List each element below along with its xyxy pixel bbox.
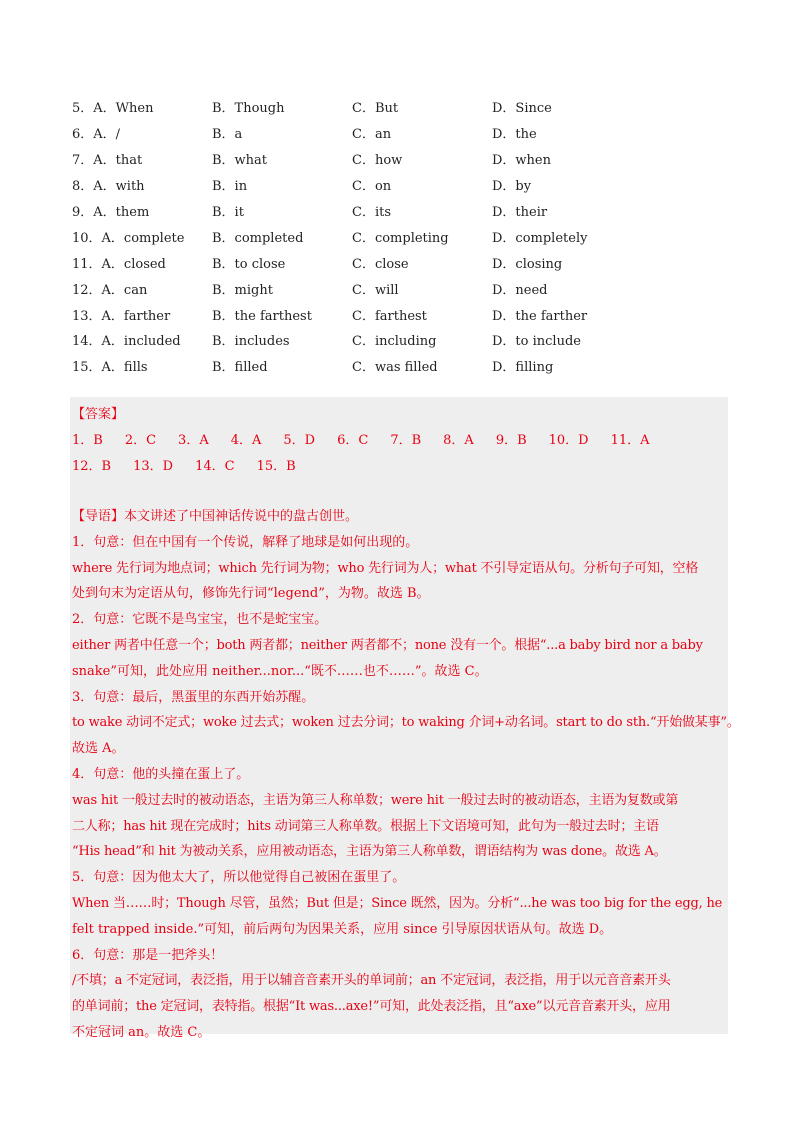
option-b: B．completed — [212, 230, 304, 246]
option-b: B．Though — [212, 101, 285, 117]
answers-line-2 — [72, 455, 318, 474]
option-a: 11．A．closed — [72, 256, 166, 272]
option-a: 9．A．them — [72, 205, 150, 220]
option-d: D．to include — [492, 334, 581, 350]
option-a: 15．A．fills — [72, 360, 148, 376]
option-b: B．might — [212, 282, 273, 298]
answer-item: 13．D — [133, 459, 174, 474]
option-c: C．farthest — [352, 308, 427, 324]
explanation-line: “His head”和 hit 为被动关系，应用被动语态，主语为第三人称单数，谓语结构为 was done。故选 A。 — [72, 844, 667, 860]
explanation-line: 不定冠词 an。故选 C。 — [72, 1024, 211, 1040]
explanation-line: 处到句末为定语从句，修饰先行词“legend”，为物。故选 B。 — [72, 586, 430, 602]
options-row — [72, 249, 732, 275]
option-d: D．the farther — [492, 308, 588, 324]
option-b: B．filled — [212, 360, 268, 376]
explanation-line: 6．句意：那是一把斧头！ — [72, 947, 224, 963]
option-b: B．what — [212, 153, 268, 169]
options-row — [72, 223, 732, 249]
explanation-line: When 当……时；Though 尽管，虽然；But 但是；Since 既然，因为。分析“...he was too big for the egg, he — [72, 895, 723, 911]
explanation-line: to wake 动词不定式；woke 过去式；woken 过去分词；to waking 介词+动名词。start to do sth.“开始做某事”。 — [72, 715, 740, 731]
option-a: 8．A．with — [72, 179, 145, 195]
option-c: C．was filled — [352, 360, 438, 376]
answer-heading: 【答案】 — [72, 407, 125, 422]
explanation-line: /不填；a 不定冠词，表泛指，用于以辅音音素开头的单词前；an 不定冠词，表泛指，用于以元音音素开头 — [72, 973, 671, 989]
option-d: D．when — [492, 153, 551, 169]
explanation-line: 1．句意：但在中国有一个传说，解释了地球是如何出现的。 — [72, 534, 419, 550]
option-a: 10．A．complete — [72, 230, 185, 246]
option-d: D．the — [492, 127, 537, 143]
option-c: C．how — [352, 153, 403, 169]
option-c: C．will — [352, 282, 399, 298]
answer-item: 4．A — [230, 433, 262, 448]
option-c: C．including — [352, 334, 437, 350]
options-row — [72, 275, 732, 301]
option-d: D．need — [492, 282, 548, 298]
explanation-line: snake”可知，此处应用 neither...nor...“既不……也不……”。故选 C。 — [72, 663, 488, 679]
options-list — [72, 94, 732, 379]
option-c: C．its — [352, 205, 392, 220]
option-d: D．filling — [492, 360, 554, 376]
option-c: C．But — [352, 101, 399, 117]
answers-line-1 — [72, 429, 672, 448]
option-a: 7．A．that — [72, 153, 143, 169]
answer-item: 10．D — [548, 433, 589, 448]
explanation-line: 【导语】本文讲述了中国神话传说中的盘古创世。 — [72, 509, 359, 524]
explanation-line: where 先行词为地点词；which 先行词为物；who 先行词为人；what 不引导定语从句。分析句子可知，空格 — [72, 560, 699, 576]
explanation-line: 5．句意：因为他太大了，所以他觉得自己被困在蛋里了。 — [72, 870, 406, 886]
option-b: B．includes — [212, 334, 290, 350]
option-a: 6．A．/ — [72, 127, 121, 143]
option-c: C．close — [352, 256, 409, 272]
options-row — [72, 353, 732, 379]
answer-item: 14．C — [195, 459, 235, 474]
options-row — [72, 94, 732, 120]
option-b: B．it — [212, 205, 244, 220]
option-c: C．completing — [352, 230, 449, 246]
option-b: B．to close — [212, 256, 286, 272]
explanation-line: 3．句意：最后，黑蛋里的东西开始苏醒。 — [72, 689, 315, 705]
option-d: D．Since — [492, 101, 552, 117]
options-row — [72, 146, 732, 172]
options-row — [72, 198, 732, 224]
option-d: D．closing — [492, 256, 563, 272]
option-b: B．in — [212, 179, 248, 195]
answer-item: 7．B — [390, 433, 422, 448]
answer-item: 6．C — [337, 433, 369, 448]
explanation — [72, 504, 740, 1046]
options-row — [72, 301, 732, 327]
option-a: 14．A．included — [72, 334, 181, 350]
explanation-line: either 两者中任意一个；both 两者都；neither 两者都不；none 没有一个。根据“...a baby bird nor a baby — [72, 637, 703, 653]
answer-item: 8．A — [443, 433, 474, 448]
option-a: 12．A．can — [72, 282, 148, 298]
answer-item: 15．B — [256, 459, 296, 474]
options-row — [72, 327, 732, 353]
answer-item: 12．B — [72, 459, 112, 474]
answer-item: 11．A — [610, 433, 650, 448]
option-a: 13．A．farther — [72, 308, 171, 324]
answer-item: 5．D — [283, 433, 316, 448]
explanation-line: 二人称；has hit 现在完成时；hits 动词第三人称单数。根据上下文语境可知，此句为一般过去时；主语 — [72, 818, 659, 834]
explanation-line: was hit 一般过去时的被动语态，主语为第三人称单数；were hit 一般过去时的被动语态，主语为复数或第 — [72, 792, 679, 808]
answer-item: 2．C — [124, 433, 157, 448]
options-row — [72, 172, 732, 198]
explanation-line: 4．句意：他的头撞在蛋上了。 — [72, 766, 250, 782]
explanation-line: felt trapped inside.”可知，前后两句为因果关系，应用 since 引导原因状语从句。故选 D。 — [72, 921, 613, 937]
option-d: D．by — [492, 179, 532, 195]
option-b: B．the farthest — [212, 308, 312, 324]
answer-item: 3．A — [178, 433, 209, 448]
answer-item: 1．B — [72, 433, 103, 448]
explanation-line: 2．句意：它既不是鸟宝宝，也不是蛇宝宝。 — [72, 612, 328, 628]
option-a: 5．A．When — [72, 101, 154, 117]
explanation-line: 的单词前；the 定冠词，表特指。根据“It was...axe!”可知，此处表泛指，且“axe”以元音音素开头，应用 — [72, 999, 671, 1015]
option-d: D．completely — [492, 230, 588, 246]
explanation-line: 故选 A。 — [72, 741, 125, 757]
answer-item: 9．B — [495, 433, 527, 448]
option-c: C．on — [352, 179, 392, 195]
option-c: C．an — [352, 127, 392, 143]
option-b: B．a — [212, 127, 243, 143]
option-d: D．their — [492, 205, 548, 220]
options-row — [72, 120, 732, 146]
